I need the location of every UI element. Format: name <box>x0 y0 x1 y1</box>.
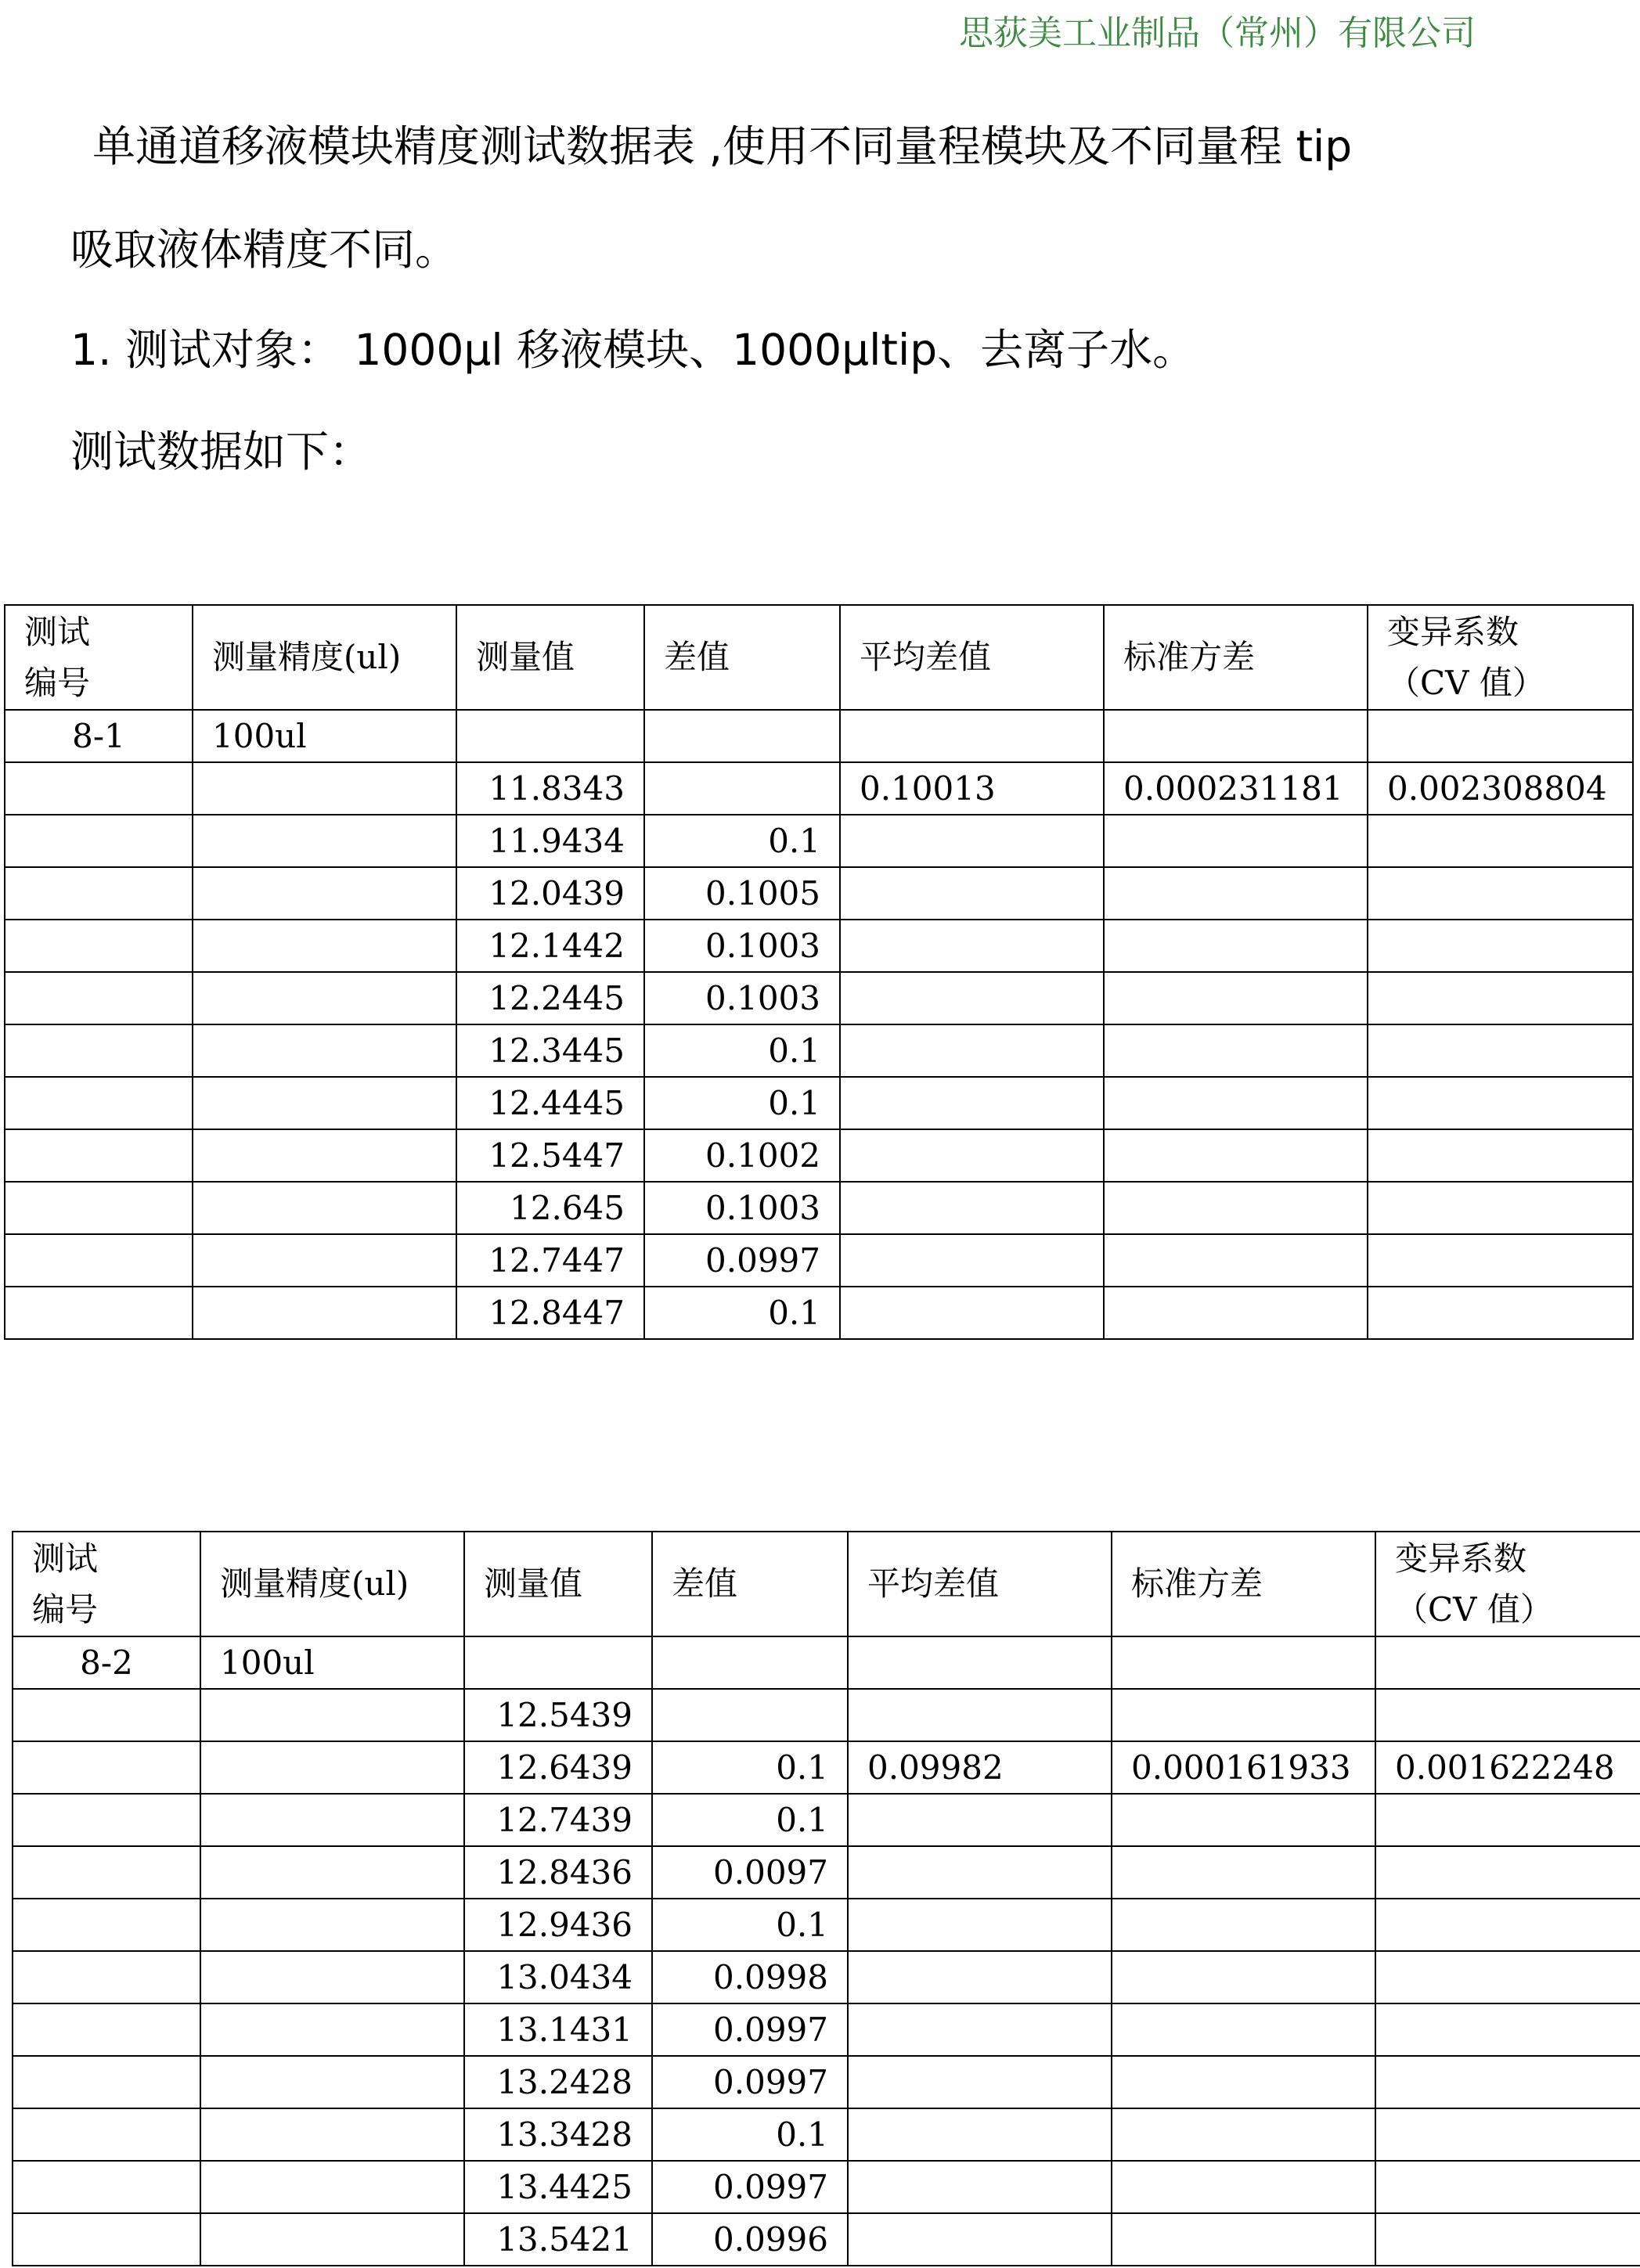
table-row <box>5 920 1633 972</box>
measured-value: 12.3445 <box>456 1024 644 1077</box>
empty-cell <box>840 867 1104 920</box>
empty-cell <box>1375 1689 1640 1741</box>
empty-cell <box>193 1129 456 1182</box>
table-row <box>5 1182 1633 1234</box>
empty-cell <box>193 1182 456 1234</box>
diff-value: 0.0997 <box>652 2056 848 2108</box>
col-header-std-var: 标准方差 <box>1112 1532 1375 1636</box>
table-row <box>13 1846 1640 1899</box>
table-row <box>5 1024 1633 1077</box>
col-header-cv: 变异系数 （CV 值） <box>1368 605 1633 710</box>
empty-cell <box>1368 867 1633 920</box>
col-header-measured: 测量值 <box>464 1532 652 1636</box>
measured-value: 13.0434 <box>464 1951 652 2003</box>
empty-cell <box>5 920 193 972</box>
empty-cell <box>848 1899 1112 1951</box>
empty-cell <box>13 2213 200 2266</box>
col-header-avg-diff: 平均差值 <box>840 605 1104 710</box>
table-body <box>5 762 1633 1339</box>
precision-value: 100ul <box>193 710 456 762</box>
empty-cell <box>200 1899 464 1951</box>
empty-cell <box>5 867 193 920</box>
cv-value: 0.001622248 <box>1375 1741 1640 1794</box>
empty-cell <box>5 972 193 1024</box>
empty-cell <box>193 762 456 815</box>
empty-cell <box>840 1182 1104 1234</box>
table-row <box>5 815 1633 867</box>
empty-cell <box>1368 1234 1633 1287</box>
diff-value: 0.0998 <box>652 1951 848 2003</box>
measured-value: 13.2428 <box>464 2056 652 2108</box>
measured-value: 12.7447 <box>456 1234 644 1287</box>
diff-value: 0.1002 <box>644 1129 840 1182</box>
table-row <box>13 1794 1640 1846</box>
measured-value: 12.2445 <box>456 972 644 1024</box>
empty-cell <box>13 1899 200 1951</box>
empty-cell <box>1104 1024 1368 1077</box>
measured-value: 12.9436 <box>464 1899 652 1951</box>
empty-cell <box>1104 815 1368 867</box>
empty-cell <box>193 815 456 867</box>
empty-cell <box>1112 2108 1375 2161</box>
empty-cell <box>1375 2108 1640 2161</box>
precision-value: 100ul <box>200 1636 464 1689</box>
table-row <box>13 1951 1640 2003</box>
table-row <box>13 2056 1640 2108</box>
empty-cell <box>1104 972 1368 1024</box>
empty-cell <box>1375 1899 1640 1951</box>
table-row <box>5 1287 1633 1339</box>
empty-cell <box>848 2056 1112 2108</box>
col-header-diff: 差值 <box>644 605 840 710</box>
col-header-id: 测试 编号 <box>5 605 193 710</box>
table-row <box>13 2003 1640 2056</box>
table-header-row <box>13 1532 1640 1636</box>
empty-cell <box>848 2003 1112 2056</box>
empty-cell <box>848 1794 1112 1846</box>
table-row <box>5 762 1633 815</box>
diff-value: 0.1 <box>644 1024 840 1077</box>
empty-cell <box>200 1741 464 1794</box>
empty-cell <box>1104 1287 1368 1339</box>
empty-cell <box>1104 1182 1368 1234</box>
diff-value: 0.1 <box>644 1287 840 1339</box>
empty-cell <box>1368 1024 1633 1077</box>
empty-cell <box>200 2213 464 2266</box>
empty-cell <box>1368 1077 1633 1129</box>
measured-value: 13.1431 <box>464 2003 652 2056</box>
measured-value: 13.3428 <box>464 2108 652 2161</box>
empty-cell <box>200 1846 464 1899</box>
table-row <box>13 1741 1640 1794</box>
empty-cell <box>1368 815 1633 867</box>
measured-value: 12.5447 <box>456 1129 644 1182</box>
avg-diff-value: 0.09982 <box>848 1741 1112 1794</box>
diff-value: 0.0997 <box>652 2161 848 2213</box>
table-info-row <box>13 1636 1640 1689</box>
table-row <box>5 1077 1633 1129</box>
col-header-cv: 变异系数 （CV 值） <box>1375 1532 1640 1636</box>
col-header-precision: 测量精度(ul) <box>200 1532 464 1636</box>
empty-cell <box>193 920 456 972</box>
empty-cell <box>200 1689 464 1741</box>
empty-cell <box>5 1234 193 1287</box>
empty-cell <box>5 1077 193 1129</box>
measured-value: 12.5439 <box>464 1689 652 1741</box>
empty-cell <box>1112 1899 1375 1951</box>
empty-cell <box>840 1024 1104 1077</box>
empty-cell <box>5 1024 193 1077</box>
empty-cell <box>848 2108 1112 2161</box>
table-row <box>5 972 1633 1024</box>
empty-cell <box>1104 920 1368 972</box>
empty-cell <box>840 972 1104 1024</box>
empty-cell <box>13 1741 200 1794</box>
table-body <box>13 1689 1640 2266</box>
diff-value: 0.1 <box>644 1077 840 1129</box>
table-row <box>13 2161 1640 2213</box>
diff-value: 0.1 <box>652 1794 848 1846</box>
table-row <box>5 1129 1633 1182</box>
empty-cell <box>1375 2161 1640 2213</box>
empty-cell <box>193 867 456 920</box>
empty-cell <box>1375 1846 1640 1899</box>
empty-cell <box>193 1287 456 1339</box>
intro-line-1: 单通道移液模块精度测试数据表 ,使用不同量程模块及不同量程 tip <box>92 121 1353 171</box>
diff-value: 0.0997 <box>652 2003 848 2056</box>
diff-value: 0.1 <box>652 1899 848 1951</box>
test-id: 8-2 <box>13 1636 200 1689</box>
empty-cell <box>848 1951 1112 2003</box>
empty-cell <box>13 1846 200 1899</box>
empty-cell <box>1104 1234 1368 1287</box>
table-row <box>13 1689 1640 1741</box>
empty-cell <box>840 1077 1104 1129</box>
measured-value: 12.1442 <box>456 920 644 972</box>
empty-cell <box>1375 1794 1640 1846</box>
col-header-id: 测试 编号 <box>13 1532 200 1636</box>
empty-cell <box>848 2161 1112 2213</box>
test-object-line: 1. 测试对象： 1000μl 移液模块、1000μltip、去离子水。 <box>70 325 1196 375</box>
empty-cell <box>1104 867 1368 920</box>
empty-cell <box>193 1234 456 1287</box>
diff-value: 0.1 <box>652 2108 848 2161</box>
empty-cell <box>840 1234 1104 1287</box>
empty-cell <box>13 1689 200 1741</box>
empty-cell <box>1112 1846 1375 1899</box>
empty-cell <box>1112 2213 1375 2266</box>
measured-value: 11.9434 <box>456 815 644 867</box>
empty-cell <box>840 920 1104 972</box>
diff-value: 0.1 <box>652 1741 848 1794</box>
diff-value: 0.1003 <box>644 920 840 972</box>
table-row <box>13 1899 1640 1951</box>
empty-cell <box>1112 2056 1375 2108</box>
measured-value: 12.6439 <box>464 1741 652 1794</box>
empty-cell <box>1112 1951 1375 2003</box>
empty-cell <box>13 1794 200 1846</box>
data-intro-line: 测试数据如下： <box>70 427 373 477</box>
col-header-std-var: 标准方差 <box>1104 605 1368 710</box>
diff-value <box>652 1689 848 1741</box>
test-table-8-1 <box>4 604 1634 1340</box>
empty-cell <box>200 2003 464 2056</box>
col-header-avg-diff: 平均差值 <box>848 1532 1112 1636</box>
measured-value: 12.4445 <box>456 1077 644 1129</box>
std-var-value: 0.000231181 <box>1104 762 1368 815</box>
empty-cell <box>5 1129 193 1182</box>
empty-cell <box>1368 972 1633 1024</box>
empty-cell <box>1104 1129 1368 1182</box>
empty-cell <box>1368 920 1633 972</box>
diff-value: 0.0097 <box>652 1846 848 1899</box>
empty-cell <box>1368 1182 1633 1234</box>
measured-value: 12.8447 <box>456 1287 644 1339</box>
table-row <box>5 867 1633 920</box>
empty-cell <box>1112 2161 1375 2213</box>
measured-value: 12.7439 <box>464 1794 652 1846</box>
empty-cell <box>1375 2056 1640 2108</box>
table-row <box>5 1234 1633 1287</box>
empty-cell <box>1375 2003 1640 2056</box>
measured-value: 12.8436 <box>464 1846 652 1899</box>
empty-cell <box>13 2003 200 2056</box>
measured-value: 13.4425 <box>464 2161 652 2213</box>
table-row <box>13 2108 1640 2161</box>
empty-cell <box>5 762 193 815</box>
empty-cell <box>840 1129 1104 1182</box>
empty-cell <box>840 815 1104 867</box>
empty-cell <box>5 1182 193 1234</box>
std-var-value: 0.000161933 <box>1112 1741 1375 1794</box>
empty-cell <box>200 2056 464 2108</box>
empty-cell <box>13 1951 200 2003</box>
empty-cell <box>1368 1287 1633 1339</box>
empty-cell <box>848 1689 1112 1741</box>
test-table-8-2 <box>12 1531 1640 2266</box>
empty-cell <box>840 1287 1104 1339</box>
diff-value: 0.1003 <box>644 1182 840 1234</box>
empty-cell <box>1375 1951 1640 2003</box>
empty-cell <box>193 1024 456 1077</box>
intro-line-2: 吸取液体精度不同。 <box>70 225 459 275</box>
diff-value: 0.1003 <box>644 972 840 1024</box>
diff-value: 0.1005 <box>644 867 840 920</box>
empty-cell <box>200 2161 464 2213</box>
empty-cell <box>200 1951 464 2003</box>
empty-cell <box>1112 1794 1375 1846</box>
empty-cell <box>848 1846 1112 1899</box>
diff-value: 0.1 <box>644 815 840 867</box>
diff-value: 0.0997 <box>644 1234 840 1287</box>
empty-cell <box>1112 1689 1375 1741</box>
empty-cell <box>13 2108 200 2161</box>
empty-cell <box>5 1287 193 1339</box>
company-name: 思荻美工业制品（常州）有限公司 <box>959 13 1476 53</box>
diff-value <box>644 762 840 815</box>
empty-cell <box>193 1077 456 1129</box>
diff-value: 0.0996 <box>652 2213 848 2266</box>
avg-diff-value: 0.10013 <box>840 762 1104 815</box>
table-info-row <box>5 710 1633 762</box>
empty-cell <box>5 815 193 867</box>
empty-cell <box>1112 2003 1375 2056</box>
measured-value: 12.0439 <box>456 867 644 920</box>
empty-cell <box>193 972 456 1024</box>
col-header-precision: 测量精度(ul) <box>193 605 456 710</box>
empty-cell <box>1368 1129 1633 1182</box>
empty-cell <box>848 2213 1112 2266</box>
empty-cell <box>200 1794 464 1846</box>
test-id: 8-1 <box>5 710 193 762</box>
empty-cell <box>200 2108 464 2161</box>
col-header-diff: 差值 <box>652 1532 848 1636</box>
empty-cell <box>1104 1077 1368 1129</box>
measured-value: 11.8343 <box>456 762 644 815</box>
table-header-row <box>5 605 1633 710</box>
cv-value: 0.002308804 <box>1368 762 1633 815</box>
measured-value: 12.645 <box>456 1182 644 1234</box>
table-row <box>13 2213 1640 2266</box>
empty-cell <box>13 2161 200 2213</box>
col-header-measured: 测量值 <box>456 605 644 710</box>
empty-cell <box>1375 2213 1640 2266</box>
empty-cell <box>13 2056 200 2108</box>
measured-value: 13.5421 <box>464 2213 652 2266</box>
